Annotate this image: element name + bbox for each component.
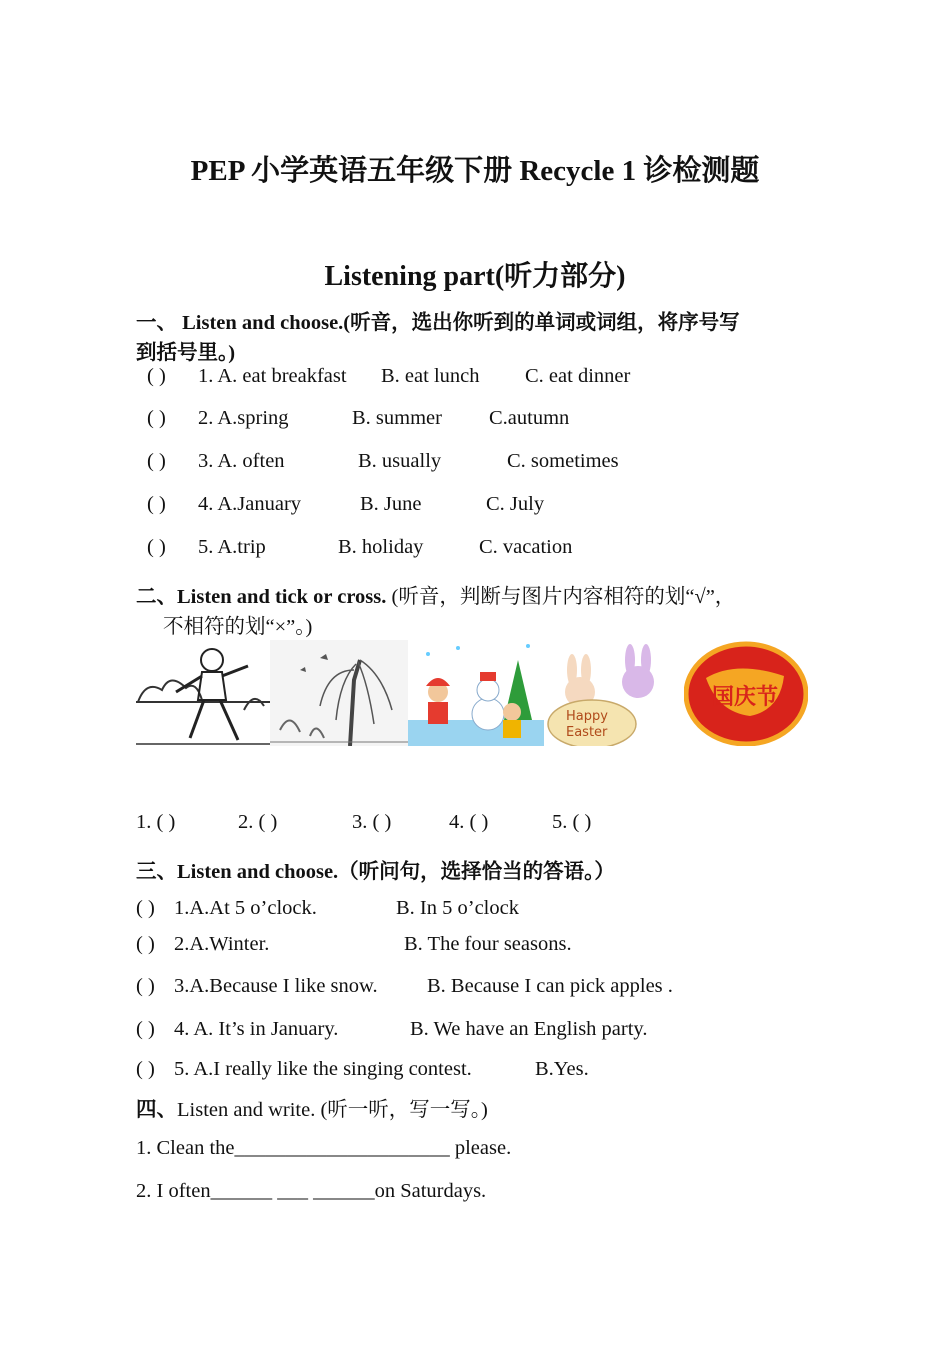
option-a: 5. A.trip bbox=[198, 536, 266, 558]
list-item bbox=[0, 450, 950, 478]
section3-heading: 三、Listen and choose.（听问句，选择恰当的答语。） bbox=[136, 861, 615, 883]
answer-paren: ( ) bbox=[136, 897, 155, 919]
fill-in-item: 1. Clean the_____________________ please. bbox=[136, 1137, 512, 1159]
option-c: C. eat dinner bbox=[525, 365, 631, 387]
option-a: 2.A.Winter. bbox=[174, 933, 270, 955]
option-b: B. The four seasons. bbox=[404, 933, 572, 955]
answer-paren: ( ) bbox=[136, 1058, 155, 1080]
list-item bbox=[0, 897, 950, 925]
section2-answers bbox=[136, 811, 736, 839]
answer-paren: 2. ( ) bbox=[238, 811, 278, 833]
section4-heading bbox=[136, 1092, 488, 1122]
answer-paren: ( ) bbox=[136, 975, 155, 997]
picture-strip bbox=[136, 640, 808, 746]
section4-heading-bold: 四、 bbox=[136, 1099, 177, 1121]
section4-heading-rest: Listen and write. (听一听，写一写。) bbox=[177, 1099, 488, 1121]
list-item bbox=[0, 536, 950, 564]
section1-heading-line1: 一、 Listen and choose.(听音，选出你听到的单词或词组，将序号写 bbox=[136, 312, 740, 334]
list-item bbox=[0, 975, 950, 1003]
answer-paren: ( ) bbox=[136, 1018, 155, 1040]
option-b: B. eat lunch bbox=[381, 365, 480, 387]
option-a: 1. A. eat breakfast bbox=[198, 365, 347, 387]
option-b: B. holiday bbox=[338, 536, 424, 558]
spring-willow-picture bbox=[270, 640, 408, 746]
answer-paren: 3. ( ) bbox=[352, 811, 392, 833]
option-a: 5. A.I really like the singing contest. bbox=[174, 1058, 472, 1080]
easter-bunnies-picture bbox=[544, 640, 684, 746]
answer-paren: ( ) bbox=[147, 407, 166, 429]
answer-paren: 4. ( ) bbox=[449, 811, 489, 833]
section2-heading-line2: 不相符的划“×”。) bbox=[163, 616, 313, 638]
list-item bbox=[0, 1018, 950, 1046]
national-day-picture bbox=[684, 640, 808, 746]
national-day-artwork-text: 国庆节 bbox=[712, 685, 779, 710]
happy-easter-artwork-text: Happy bbox=[566, 709, 608, 724]
answer-paren: 1. ( ) bbox=[136, 811, 176, 833]
option-a: 3. A. often bbox=[198, 450, 285, 472]
option-b: B. Because I can pick apples . bbox=[427, 975, 673, 997]
option-a: 2. A.spring bbox=[198, 407, 289, 429]
answer-paren: ( ) bbox=[147, 450, 166, 472]
answer-paren: ( ) bbox=[136, 933, 155, 955]
option-c: C. sometimes bbox=[507, 450, 619, 472]
tai-chi-man-picture bbox=[136, 640, 270, 746]
fill-in-item: 2. I often______ ___ ______on Saturdays. bbox=[136, 1180, 487, 1202]
answer-paren: 5. ( ) bbox=[552, 811, 592, 833]
section2-heading-rest: (听音，判断与图片内容相符的划“√”， bbox=[386, 586, 736, 608]
list-item bbox=[0, 1058, 950, 1086]
option-a: 4. A. It’s in January. bbox=[174, 1018, 339, 1040]
page-title: PEP 小学英语五年级下册 Recycle 1 诊检测题 bbox=[190, 155, 760, 187]
option-c: C. vacation bbox=[479, 536, 573, 558]
answer-paren: ( ) bbox=[147, 493, 166, 515]
list-item bbox=[0, 933, 950, 961]
option-b: B. usually bbox=[358, 450, 442, 472]
option-b: B.Yes. bbox=[535, 1058, 589, 1080]
section1-heading-line2: 到括号里。) bbox=[136, 342, 236, 364]
list-item bbox=[0, 493, 950, 521]
option-c: C. July bbox=[486, 493, 545, 515]
answer-paren: ( ) bbox=[147, 536, 166, 558]
answer-paren: ( ) bbox=[147, 365, 166, 387]
option-c: C.autumn bbox=[489, 407, 570, 429]
option-a: 3.A.Because I like snow. bbox=[174, 975, 378, 997]
section2-heading-bold: 二、Listen and tick or cross. bbox=[136, 586, 387, 608]
section-subtitle: Listening part(听力部分) bbox=[324, 261, 626, 292]
list-item bbox=[0, 407, 950, 435]
option-b: B. June bbox=[360, 493, 422, 515]
list-item bbox=[0, 365, 950, 393]
option-a: 4. A.January bbox=[198, 493, 302, 515]
option-b: B. We have an English party. bbox=[410, 1018, 648, 1040]
option-b: B. In 5 o’clock bbox=[396, 897, 519, 919]
section2-heading-line1 bbox=[136, 579, 735, 609]
option-a: 1.A.At 5 o’clock. bbox=[174, 897, 317, 919]
snowman-kids-picture bbox=[408, 640, 544, 746]
option-b: B. summer bbox=[352, 407, 442, 429]
svg-text:Easter: Easter bbox=[566, 725, 608, 740]
